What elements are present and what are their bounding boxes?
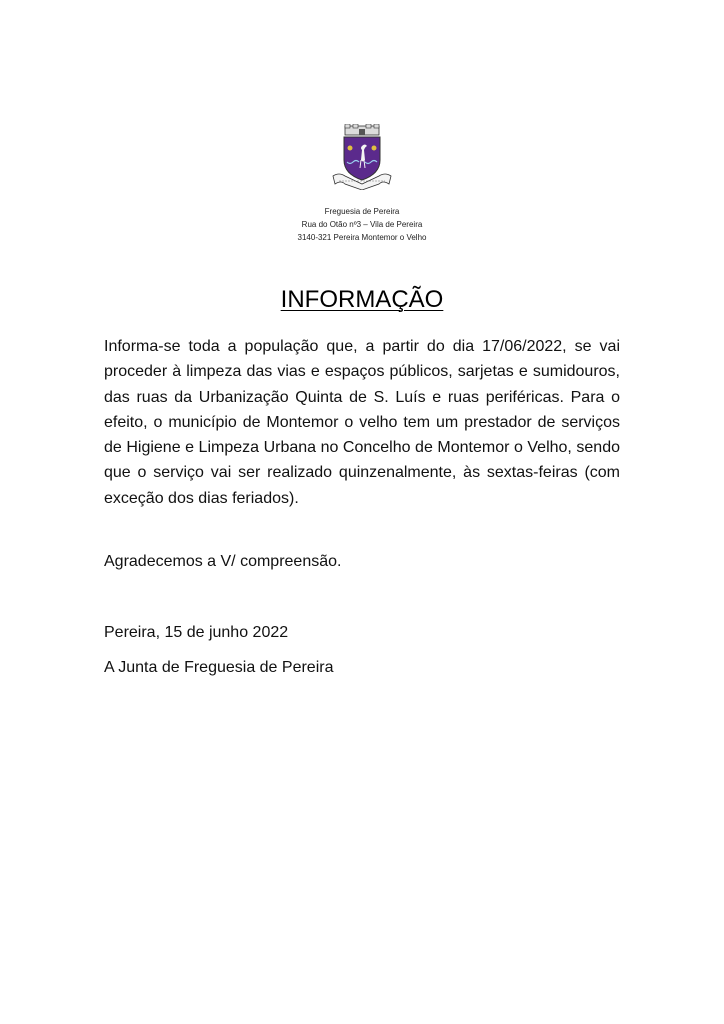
document-title: INFORMAÇÃO bbox=[280, 286, 444, 313]
address-line-1: Rua do Otão nº3 – Vila de Pereira bbox=[301, 220, 423, 229]
date-line: Pereira, 15 de junho 2022 bbox=[104, 624, 289, 641]
coat-of-arms-icon bbox=[331, 124, 393, 190]
thanks-line: Agradecemos a V/ compreensão. bbox=[104, 553, 342, 570]
body-paragraph: Informa-se toda a população que, a partir do dia 17/06/2022, se vai proceder à limpeza das vias e espaços públicos, sarjetas e sumidouros, das ruas da Urbanização Quinta de S. Luís e ruas periféricas. Para o efeito, o município de Montemor o velho tem um prestador de serviços de Higiene e Limpeza Urbana no Concelho de Montemor o Velho, sendo que o serviço vai ser realizado quinzenalmente, às sextas-feiras (com exceção dos dias feriados). bbox=[104, 338, 620, 507]
signature-line: A Junta de Freguesia de Pereira bbox=[104, 659, 334, 676]
letterhead bbox=[0, 205, 724, 244]
parish-name: Freguesia de Pereira bbox=[324, 207, 400, 216]
address-line-2: 3140-321 Pereira Montemor o Velho bbox=[297, 233, 427, 242]
